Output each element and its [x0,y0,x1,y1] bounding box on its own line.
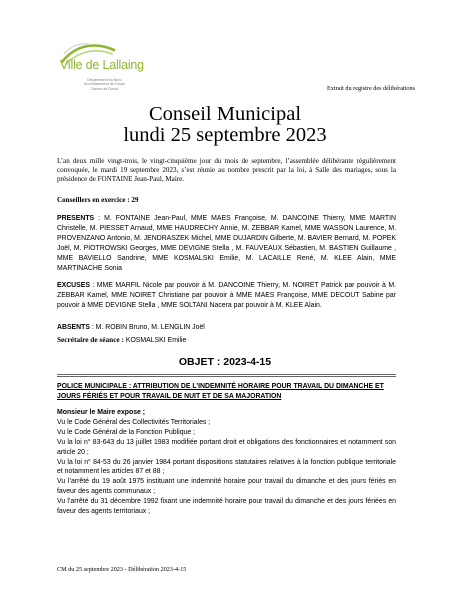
logo-subtitle-line: Département du Nord [87,78,122,82]
absents-text: : M. ROBIN Bruno, M. LENGLIN Joël [89,324,205,331]
excuses-label: EXCUSES [57,282,90,289]
logo-subtitle [84,78,125,91]
presents-text: : M. FONTAINE Jean-Paul, MME MAES Françoise, M. DANCOINE Thierry, MME MARTIN Christelle, M. PIESSET Arnaud, MME HAUDRECHY Annie, M. ZEBBAR Kamel, MME WASSON Laurence, M. PROVENZANO Antonio, M. JENDRASZEK Michel, MME DUJARDIN Gilberte, M. BAVIER Bernard, M. POPEK Joël, M. PIOTROWSKI Georges, MME DEVIGNE Stella , M. FAUVEAUX Sébastien, M. BASTIEN Guillaume , MME BAVIELLO Sandrine, MME KOSMALSKI Emilie, M. LACAILLE René, M. KLEE Alain, MME MARTINACHE Sonia [57,215,396,272]
logo-wordmark: Ville de Lallaing [60,58,144,72]
intro-paragraph: L’an deux mille vingt-trois, le vingt-cinquième jour du mois de septembre, l’assemblée délibérante régulièrement convoquée, le mardi 19 septembre 2023, s’est réunie au nombre prescrit par la loi, à Salle des mariages, sous la présidence de FONTAINE Jean-Paul, Maire. [57,157,396,184]
city-logo [56,40,166,108]
objet-heading: OBJET : 2023-4-15 [178,356,272,368]
presents-label: PRESENTS [57,215,95,222]
secretaire-text: KOSMALSKI Emilie [123,337,187,344]
logo-subtitle-line: Arrondissement de Douai [84,82,125,87]
page-title: Conseil Municipal [148,103,302,125]
body-line: Vu le Code Général des Collectivités Territoriales ; [57,418,211,426]
body-line: Vu la loi n° 84-53 du 26 janvier 1984 portant dispositions statutaires relatives à la fonction publique territoriale et notamment les articles 87 et 88 ; [57,458,396,476]
page-footer: CM du 25 septembre 2023 - Délibération 2023-4-15 [57,566,187,573]
body-line: Vu le Code Général de la Fonction Publique ; [57,428,196,436]
absents-paragraph [57,323,396,333]
secretaire-paragraph [57,335,396,346]
absents-label: ABSENTS [57,324,90,331]
excuses-paragraph [57,281,396,311]
excuses-text: : MME MARFIL Nicole par pouvoir à M. DANCOINE Thierry, M. NOIRET Patrick par pouvoir à M. ZEBBAR Kamel, MME NOIRET Christiane par pouvoir à MME MAES Françoise, MME DECOUT Sabine par pouvoir à MME DEVIGNE Stella , MME SOLTANI Nacera par pouvoir à M. KLEE Alain. [57,282,396,309]
body-line: Monsieur le Maire expose ; [57,409,146,416]
secretaire-label: Secrétaire de séance : [57,335,124,344]
body-line: Vu la loi n° 83-643 du 13 juillet 1983 modifiée portant droit et obligations des fonctionnaires et notamment son article 20 ; [57,438,396,456]
divider [57,376,396,377]
divider [57,374,396,375]
body-line: Vu l’arrêté du 19 août 1975 instituant une indemnité horaire pour travail du dimanche et des jours fériés en faveur des agents communaux ; [57,478,396,496]
body-line: Vu l’arrêté du 31 décembre 1992 fixant une indemnité horaire pour travail du dimanche et des jours fériées en faveur des agents territoriaux ; [57,498,396,516]
page-date: lundi 25 septembre 2023 [123,124,327,146]
logo-subtitle-line: Canton de Douai [90,86,118,91]
deliberation-body [57,408,396,517]
extract-note: Extrait du registre des délibérations [327,85,415,92]
conseillers-count: Conseillers en exercice : 29 [57,196,139,204]
presents-paragraph [57,214,396,274]
deliberation-subject: POLICE MUNICIPALE : ATTRIBUTION DE L’INDEMNITÉ HORAIRE POUR TRAVAIL DU DIMANCHE ET JOURS FÉRIÉS ET POUR TRAVAIL DE NUIT ET DE SA MAJORATION [57,383,384,400]
